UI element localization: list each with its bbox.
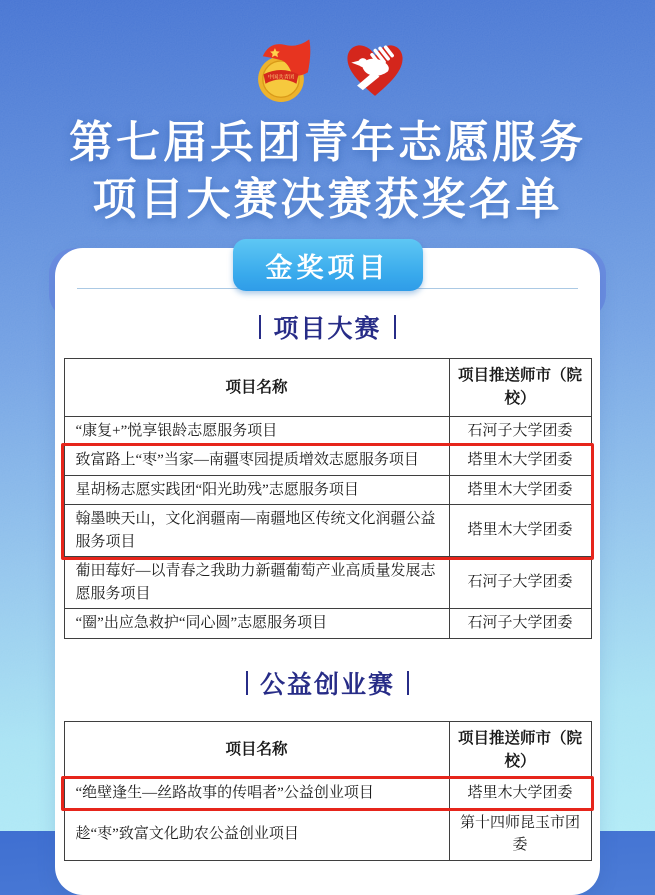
section-heading-label: 项目大赛 (273, 315, 382, 343)
project-name-cell: 致富路上“枣”当家—南疆枣园提质增效志愿服务项目 (64, 446, 449, 476)
project-competition-table (64, 358, 592, 639)
project-name-cell: “圈”出应急救护“同心圆”志愿服务项目 (64, 609, 449, 639)
table-row (64, 557, 591, 609)
table-row (64, 779, 591, 809)
column-header-org: 项目推送师市（院校） (449, 359, 591, 417)
section-heading-charity-startup-competition (55, 667, 600, 699)
table-header-row (64, 721, 591, 779)
young-volunteers-heart-hand-icon (343, 39, 407, 99)
heading-bar-right (394, 315, 396, 339)
column-header-project-name: 项目名称 (64, 359, 449, 417)
org-cell: 塔里木大学团委 (449, 446, 591, 476)
org-cell: 塔里木大学团委 (449, 505, 591, 557)
page-title-line1: 第七届兵团青年志愿服务 (69, 118, 586, 167)
table-header-row (64, 359, 591, 417)
charity-startup-table (64, 721, 592, 861)
project-name-cell: “绝壁逢生—丝路故事的传唱者”公益创业项目 (64, 779, 449, 809)
table-row (64, 808, 591, 860)
page-title-line2: 项目大赛决赛获奖名单 (92, 175, 563, 224)
project-name-cell: 翰墨映天山，文化润疆南—南疆地区传统文化润疆公益服务项目 (64, 505, 449, 557)
page-title (0, 114, 655, 228)
heading-bar-right (407, 671, 409, 695)
project-name-cell: 趁“枣”致富文化助农公益创业项目 (64, 808, 449, 860)
section-heading-label: 公益创业赛 (259, 670, 395, 699)
column-header-org: 项目推送师市（院校） (449, 721, 591, 779)
table-row (64, 416, 591, 446)
org-cell: 石河子大学团委 (449, 557, 591, 609)
org-cell: 塔里木大学团委 (449, 475, 591, 505)
project-name-cell: “康复+”悦享银龄志愿服务项目 (64, 416, 449, 446)
award-card (55, 248, 600, 895)
section-heading-project-competition (55, 311, 600, 343)
heading-bar-left (259, 315, 261, 339)
table-row (64, 475, 591, 505)
table-row (64, 505, 591, 557)
project-name-cell: 葡田莓好—以青春之我助力新疆葡萄产业高质量发展志愿服务项目 (64, 557, 449, 609)
award-tier-badge: 金奖项目 (233, 239, 423, 291)
table-row (64, 446, 591, 476)
org-cell: 塔里木大学团委 (449, 779, 591, 809)
header-logos (0, 0, 655, 106)
communist-youth-league-badge-icon (249, 32, 317, 106)
org-cell: 石河子大学团委 (449, 416, 591, 446)
project-name-cell: 星胡杨志愿实践团“阳光助残”志愿服务项目 (64, 475, 449, 505)
column-header-project-name: 项目名称 (64, 721, 449, 779)
org-cell: 石河子大学团委 (449, 609, 591, 639)
table-row (64, 609, 591, 639)
heading-bar-left (246, 671, 248, 695)
org-cell: 第十四师昆玉市团委 (449, 808, 591, 860)
badge-banner-text: 中国共青团 (267, 74, 294, 81)
